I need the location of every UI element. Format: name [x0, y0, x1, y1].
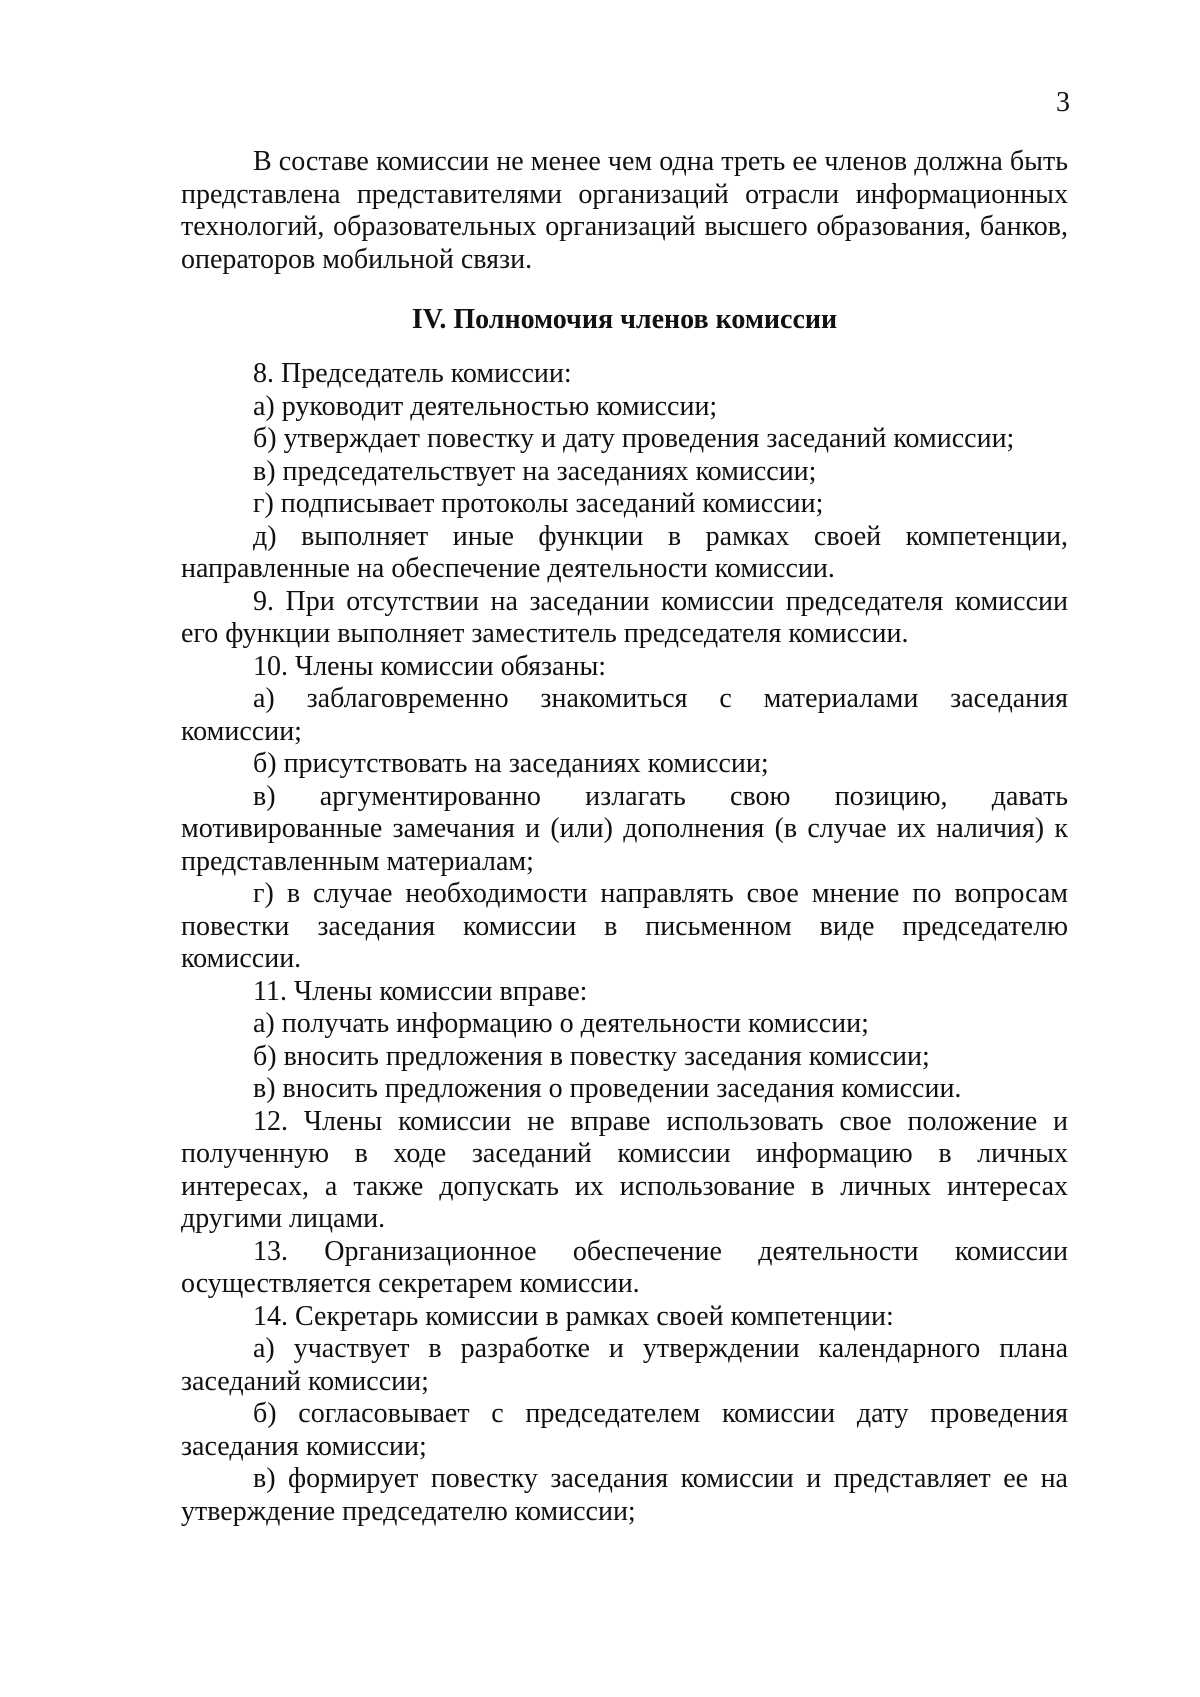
- paragraph-11-a: а) получать информацию о деятельности комиссии;: [253, 1008, 869, 1039]
- paragraph-10-g: г) в случае необходимости направлять свое мнение по вопросам повестки заседания комиссии в письменном виде председателю комиссии.: [181, 878, 1068, 974]
- paragraph-10-a: а) заблаговременно знакомиться с материалами заседания комиссии;: [181, 683, 1068, 747]
- paragraph-10: 10. Члены комиссии обязаны:: [253, 650, 607, 682]
- paragraph-12: 12. Члены комиссии не вправе использовать свое положение и полученную в ходе заседаний комиссии информацию в личных интересах, а также допускать их использование в личных интересах другими лицами.: [181, 1105, 1068, 1234]
- paragraph-8-b: б) утверждает повестку и дату проведения заседаний комиссии;: [253, 423, 1015, 454]
- document-body: [181, 146, 1068, 1528]
- paragraph-8-g: г) подписывает протоколы заседаний комиссии;: [253, 488, 824, 519]
- paragraph-9: 9. При отсутствии на заседании комиссии председателя комиссии его функции выполняет заместитель председателя комиссии.: [181, 585, 1068, 649]
- paragraph-14-b: б) согласовывает с председателем комиссии дату проведения заседания комиссии;: [181, 1398, 1068, 1462]
- paragraph-11-b: б) вносить предложения в повестку заседания комиссии;: [253, 1040, 930, 1072]
- paragraph-13: 13. Организационное обеспечение деятельности комиссии осуществляется секретарем комиссии.: [181, 1235, 1068, 1299]
- paragraph-8: 8. Председатель комиссии:: [253, 358, 572, 389]
- paragraph-8-a: а) руководит деятельностью комиссии;: [253, 390, 718, 422]
- paragraph-10-v: в) аргументированно излагать свою позицию, давать мотивированные замечания и (или) дополнения (в случае их наличия) к представленным материалам;: [181, 780, 1068, 877]
- paragraph-14: 14. Секретарь комиссии в рамках своей компетенции:: [253, 1300, 894, 1332]
- section-heading: IV. Полномочия членов комиссии: [411, 304, 838, 335]
- page-number: 3: [1056, 87, 1070, 118]
- paragraph-10-b: б) присутствовать на заседаниях комиссии;: [253, 748, 769, 779]
- paragraph-8-d: д) выполняет иные функции в рамках своей компетенции, направленные на обеспечение деятельности комиссии.: [181, 520, 1068, 584]
- paragraph-14-v: в) формирует повестку заседания комиссии и представляет ее на утверждение председателю комиссии;: [181, 1463, 1068, 1527]
- intro-paragraph: В составе комиссии не менее чем одна треть ее членов должна быть представлена представителями организаций отрасли информационных технологий, образовательных организаций высшего образования, банков, операторов мобильной связи.: [181, 146, 1068, 275]
- paragraph-14-a: а) участвует в разработке и утверждении календарного плана заседаний комиссии;: [181, 1333, 1068, 1397]
- paragraph-8-v: в) председательствует на заседаниях комиссии;: [253, 455, 817, 487]
- paragraph-11-v: в) вносить предложения о проведении заседания комиссии.: [253, 1073, 962, 1104]
- paragraph-11: 11. Члены комиссии вправе:: [253, 975, 588, 1007]
